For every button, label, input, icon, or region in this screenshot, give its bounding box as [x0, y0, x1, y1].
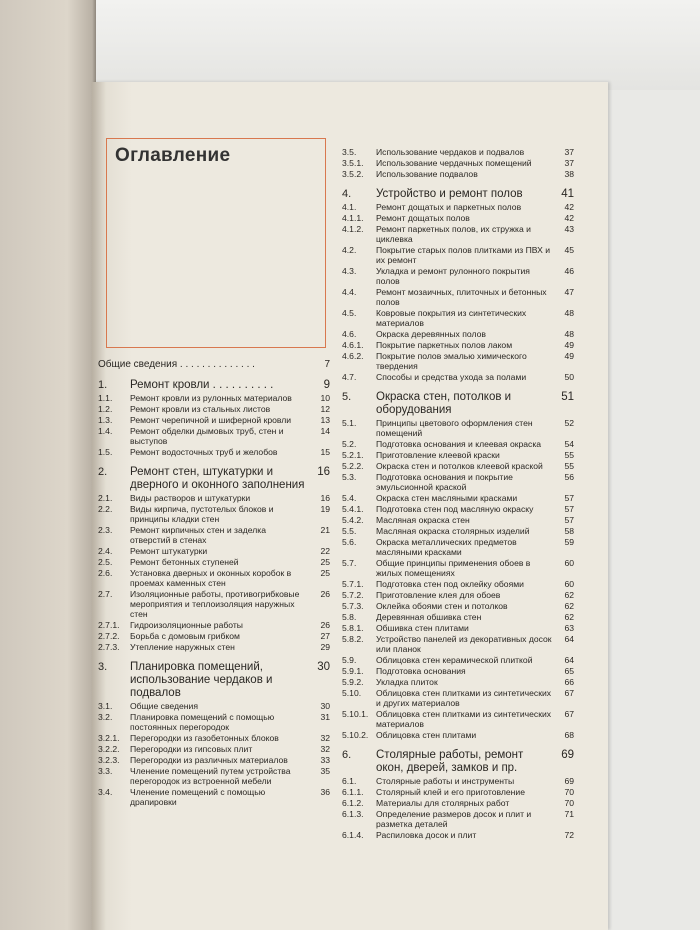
toc-entry-title: Определение размеров досок и плит и разметка деталей	[376, 809, 532, 829]
toc-entry	[342, 526, 574, 536]
toc-entry-number: 5.2.1.	[342, 450, 364, 460]
toc-entry	[98, 589, 330, 619]
toc-entry	[342, 655, 574, 665]
toc-entry-title: Подготовка основания	[376, 666, 466, 676]
toc-entry-number: 2.7.1.	[98, 620, 120, 630]
toc-entry-page: 69	[564, 776, 574, 786]
toc-entry	[98, 557, 330, 567]
page-title: Оглавление	[115, 145, 231, 166]
toc-entry	[98, 620, 330, 630]
toc-entry-number: 2.3.	[98, 525, 113, 535]
toc-entry	[98, 447, 330, 457]
toc-entry	[342, 809, 574, 829]
toc-entry-title: Приготовление клеевой краски	[376, 450, 500, 460]
toc-entry-number: 5.4.1.	[342, 504, 364, 514]
toc-entry-page: 25	[320, 568, 330, 578]
toc-entry-page: 37	[564, 147, 574, 157]
toc-entry	[98, 787, 330, 807]
toc-entry	[342, 158, 574, 168]
toc-entry	[98, 525, 330, 545]
toc-entry	[342, 666, 574, 676]
toc-entry-number: 5.7.	[342, 558, 357, 568]
toc-entry-page: 29	[320, 642, 330, 652]
toc-entry	[342, 450, 574, 460]
toc-entry-number: 2.6.	[98, 568, 113, 578]
toc-entry	[342, 776, 574, 786]
toc-entry-number: 4.1.	[342, 202, 357, 212]
toc-entry-number: 5.8.1.	[342, 623, 364, 633]
toc-entry-title: Изоляционные работы, противогрибковые мероприятия и теплоизоляция наружных стен	[130, 589, 300, 619]
toc-entry-title: Укладка и ремонт рулонного покрытия полов	[376, 266, 530, 286]
toc-entry-number: 5.4.	[342, 493, 357, 503]
toc-entry-number: 2.1.	[98, 493, 113, 503]
toc-entry-number: 5.8.	[342, 612, 357, 622]
toc-entry-page: 27	[320, 631, 330, 641]
toc-entry-number: 6.	[342, 749, 352, 761]
toc-entry-title: Планировка помещений, использование чердаков и подвалов	[130, 661, 273, 699]
toc-entry-title: Деревянная обшивка стен	[376, 612, 482, 622]
toc-entry-number: 5.4.2.	[342, 515, 364, 525]
toc-entry-page: 42	[564, 213, 574, 223]
toc-entry-number: 2.7.2.	[98, 631, 120, 641]
toc-entry	[342, 601, 574, 611]
toc-entry-number: 4.2.	[342, 245, 357, 255]
toc-entry	[98, 360, 330, 370]
toc-entry-page: 62	[564, 612, 574, 622]
toc-entry	[98, 568, 330, 588]
toc-entry	[98, 661, 330, 700]
toc-entry-page: 43	[564, 224, 574, 234]
toc-entry-page: 36	[320, 787, 330, 797]
toc-entry-number: 5.10.1.	[342, 709, 369, 719]
toc-entry	[342, 329, 574, 339]
toc-entry	[342, 372, 574, 382]
toc-entry-number: 5.2.	[342, 439, 357, 449]
toc-entry-page: 62	[564, 590, 574, 600]
toc-entry	[342, 245, 574, 265]
toc-entry-page: 21	[320, 525, 330, 535]
title-box	[106, 138, 326, 348]
toc-entry-page: 60	[564, 579, 574, 589]
toc-entry-title: Ремонт кровли из рулонных материалов	[130, 393, 292, 403]
toc-entry	[342, 579, 574, 589]
toc-entry-number: 4.6.	[342, 329, 357, 339]
toc-entry	[342, 351, 574, 371]
toc-entry-page: 45	[564, 245, 574, 255]
toc-entry	[342, 709, 574, 729]
toc-entry-page: 65	[564, 666, 574, 676]
toc-entry-page: 14	[320, 426, 330, 436]
toc-entry-title: Окраска стен и потолков клеевой краской	[376, 461, 543, 471]
toc-entry	[98, 404, 330, 414]
toc-entry-page: 57	[564, 515, 574, 525]
toc-entry-title: Ремонт штукатурки	[130, 546, 208, 556]
toc-entry-title: Обшивка стен плитами	[376, 623, 469, 633]
toc-entry-number: 5.1.	[342, 418, 357, 428]
toc-entry-number: 1.2.	[98, 404, 113, 414]
toc-entry-page: 67	[564, 688, 574, 698]
toc-entry-number: 4.5.	[342, 308, 357, 318]
toc-entry-page: 69	[561, 749, 574, 761]
toc-entry-number: 5.2.2.	[342, 461, 364, 471]
toc-entry-number: 5.8.2.	[342, 634, 364, 644]
toc-entry-page: 38	[564, 169, 574, 179]
toc-left-column	[98, 360, 330, 807]
toc-entry-number: 6.1.2.	[342, 798, 364, 808]
toc-entry-title: Распиловка досок и плит	[376, 830, 477, 840]
toc-entry-title: Столярные работы и инструменты	[376, 776, 515, 786]
toc-entry	[342, 391, 574, 417]
toc-entry	[342, 730, 574, 740]
toc-entry-number: 1.3.	[98, 415, 113, 425]
toc-entry-page: 51	[561, 391, 574, 403]
toc-entry	[342, 677, 574, 687]
toc-entry-number: 3.1.	[98, 701, 113, 711]
toc-entry-title: Принципы цветового оформления стен помещений	[376, 418, 533, 438]
toc-entry-page: 72	[564, 830, 574, 840]
toc-entry-title: Гидроизоляционные работы	[130, 620, 243, 630]
toc-entry-page: 32	[320, 733, 330, 743]
toc-entry	[342, 213, 574, 223]
toc-entry-number: 2.7.3.	[98, 642, 120, 652]
toc-entry-title: Подготовка основания и клеевая окраска	[376, 439, 542, 449]
toc-entry-number: 4.3.	[342, 266, 357, 276]
toc-entry-page: 41	[561, 188, 574, 200]
toc-entry	[342, 623, 574, 633]
toc-entry	[98, 701, 330, 711]
toc-entry-number: 2.5.	[98, 557, 113, 567]
toc-entry-number: 5.9.1.	[342, 666, 364, 676]
toc-entry-number: 3.5.1.	[342, 158, 364, 168]
toc-entry-page: 22	[320, 546, 330, 556]
toc-entry-page: 46	[564, 266, 574, 276]
toc-entry-title: Покрытие паркетных полов лаком	[376, 340, 513, 350]
toc-entry-title: Перегородки из газобетонных блоков	[130, 733, 279, 743]
toc-entry-page: 70	[564, 787, 574, 797]
toc-entry-page: 57	[564, 504, 574, 514]
toc-entry	[98, 755, 330, 765]
toc-entry	[342, 787, 574, 797]
toc-entry-number: 5.9.	[342, 655, 357, 665]
toc-entry-title: Членение помещений путем устройства перегородок из встроенной мебели	[130, 766, 291, 786]
toc-entry	[98, 504, 330, 524]
toc-entry-title: Борьба с домовым грибком	[130, 631, 240, 641]
toc-entry-page: 12	[320, 404, 330, 414]
toc-entry	[98, 744, 330, 754]
toc-entry-title: Окраска деревянных полов	[376, 329, 486, 339]
toc-entry-number: 1.1.	[98, 393, 113, 403]
toc-entry	[98, 493, 330, 503]
toc-entry-page: 55	[564, 461, 574, 471]
toc-entry-number: 4.1.2.	[342, 224, 364, 234]
toc-entry-page: 15	[320, 447, 330, 457]
toc-entry-title: Виды кирпича, пустотелых блоков и принципы кладки стен	[130, 504, 274, 524]
toc-entry-page: 48	[564, 329, 574, 339]
toc-entry-title: Ремонт дощатых и паркетных полов	[376, 202, 522, 212]
toc-entry-number: 1.	[98, 379, 108, 391]
toc-entry-number: 5.7.2.	[342, 590, 364, 600]
toc-entry-number: 4.1.1.	[342, 213, 364, 223]
toc-entry	[98, 466, 330, 492]
toc-entry	[98, 631, 330, 641]
toc-entry	[342, 202, 574, 212]
toc-entry-page: 63	[564, 623, 574, 633]
toc-entry-page: 66	[564, 677, 574, 687]
toc-entry-page: 57	[564, 493, 574, 503]
toc-entry-title: Подготовка основания и покрытие эмульсионной краской	[376, 472, 513, 492]
background-wall	[0, 0, 700, 90]
toc-entry-page: 37	[564, 158, 574, 168]
toc-entry	[342, 830, 574, 840]
toc-entry-page: 50	[564, 372, 574, 382]
toc-entry-title: Общие сведения	[130, 701, 198, 711]
toc-entry-title: Оклейка обоями стен и потолков	[376, 601, 508, 611]
toc-entry-title: Использование подвалов	[376, 169, 478, 179]
toc-entry-title: Ремонт стен, штукатурки и дверного и оконного заполнения	[130, 466, 305, 491]
toc-entry	[342, 537, 574, 557]
toc-entry	[342, 340, 574, 350]
toc-entry	[342, 266, 574, 286]
toc-entry-page: 56	[564, 472, 574, 482]
toc-entry	[342, 749, 574, 775]
toc-entry-number: 5.10.	[342, 688, 362, 698]
toc-entry-number: 3.3.	[98, 766, 113, 776]
toc-entry-page: 58	[564, 526, 574, 536]
toc-entry	[98, 415, 330, 425]
toc-entry-number: 2.	[98, 466, 108, 478]
toc-entry-number: 5.7.3.	[342, 601, 364, 611]
toc-entry-page: 25	[320, 557, 330, 567]
toc-entry	[342, 169, 574, 179]
toc-entry-page: 47	[564, 287, 574, 297]
toc-entry-title: Покрытие полов эмалью химического твердения	[376, 351, 527, 371]
toc-entry	[342, 308, 574, 328]
toc-entry	[342, 287, 574, 307]
toc-entry	[342, 688, 574, 708]
toc-entry-title: Ремонт кирпичных стен и заделка отверстий в стенах	[130, 525, 266, 545]
toc-entry-page: 26	[320, 589, 330, 599]
toc-entry	[98, 426, 330, 446]
toc-entry-title: Облицовка стен керамической плиткой	[376, 655, 533, 665]
toc-entry	[342, 515, 574, 525]
toc-entry	[98, 642, 330, 652]
toc-entry	[342, 147, 574, 157]
toc-entry-title: Масляная окраска столярных изделий	[376, 526, 530, 536]
toc-entry	[342, 472, 574, 492]
toc-entry-title: Перегородки из гипсовых плит	[130, 744, 253, 754]
toc-entry-number: 3.2.2.	[98, 744, 120, 754]
toc-entry-number: 4.6.2.	[342, 351, 364, 361]
toc-entry-title: Окраска металлических предметов масляными красками	[376, 537, 517, 557]
toc-entry-page: 33	[320, 755, 330, 765]
toc-entry	[342, 612, 574, 622]
toc-entry-title: Ковровые покрытия из синтетических материалов	[376, 308, 527, 328]
toc-entry-title: Ремонт бетонных ступеней	[130, 557, 239, 567]
toc-entry-title: Окраска стен, потолков и оборудования	[376, 391, 512, 416]
toc-entry-page: 19	[320, 504, 330, 514]
toc-entry-page: 10	[320, 393, 330, 403]
toc-entry	[98, 766, 330, 786]
toc-entry-page: 49	[564, 340, 574, 350]
toc-entry-title: Облицовка стен плитками из синтетических материалов	[376, 709, 552, 729]
toc-entry	[342, 188, 574, 201]
toc-entry-title: Способы и средства ухода за полами	[376, 372, 527, 382]
toc-entry-page: 52	[564, 418, 574, 428]
toc-entry-title: Ремонт кровли . . . . . . . . . .	[130, 379, 274, 391]
toc-entry-title: Планировка помещений с помощью постоянных перегородок	[130, 712, 275, 732]
toc-entry-number: 5.10.2.	[342, 730, 369, 740]
toc-entry-title: Членение помещений с помощью драпировки	[130, 787, 266, 807]
toc-entry-title: Масляная окраска стен	[376, 515, 470, 525]
toc-entry	[342, 558, 574, 578]
toc-entry-title: Укладка плиток	[376, 677, 438, 687]
toc-entry	[98, 733, 330, 743]
toc-entry-title: Материалы для столярных работ	[376, 798, 510, 808]
toc-entry-number: 3.4.	[98, 787, 113, 797]
toc-entry-page: 62	[564, 601, 574, 611]
toc-entry	[342, 439, 574, 449]
toc-entry-title: Использование чердаков и подвалов	[376, 147, 525, 157]
toc-entry-page: 55	[564, 450, 574, 460]
toc-entry-title: Общие сведения . . . . . . . . . . . . . .	[98, 359, 255, 370]
toc-entry-title: Перегородки из различных материалов	[130, 755, 288, 765]
toc-entry	[342, 493, 574, 503]
toc-entry-number: 2.4.	[98, 546, 113, 556]
toc-entry-page: 31	[320, 712, 330, 722]
toc-entry	[342, 224, 574, 244]
toc-entry-number: 6.1.1.	[342, 787, 364, 797]
toc-entry-number: 1.5.	[98, 447, 113, 457]
toc-entry	[342, 418, 574, 438]
toc-entry-number: 3.2.	[98, 712, 113, 722]
toc-entry-title: Ремонт мозаичных, плиточных и бетонных полов	[376, 287, 547, 307]
toc-entry-page: 26	[320, 620, 330, 630]
toc-entry-number: 5.9.2.	[342, 677, 364, 687]
toc-entry-number: 6.1.3.	[342, 809, 364, 819]
toc-entry-number: 5.7.1.	[342, 579, 364, 589]
toc-entry-number: 5.5.	[342, 526, 357, 536]
toc-entry	[98, 712, 330, 732]
toc-right-column	[342, 146, 574, 840]
toc-entry-number: 5.3.	[342, 472, 357, 482]
toc-entry	[342, 798, 574, 808]
toc-entry-page: 35	[320, 766, 330, 776]
toc-entry-title: Общие принципы применения обоев в жилых помещениях	[376, 558, 531, 578]
toc-entry-page: 7	[324, 359, 330, 370]
toc-entry-title: Ремонт черепичной и шиферной кровли	[130, 415, 292, 425]
toc-entry	[98, 393, 330, 403]
toc-entry	[98, 379, 330, 392]
toc-entry-page: 48	[564, 308, 574, 318]
toc-entry-page: 64	[564, 634, 574, 644]
toc-entry-title: Ремонт водосточных труб и желобов	[130, 447, 278, 457]
toc-entry	[98, 546, 330, 556]
toc-entry-number: 3.5.2.	[342, 169, 364, 179]
toc-entry-title: Окраска стен масляными красками	[376, 493, 518, 503]
toc-entry-number: 2.2.	[98, 504, 113, 514]
toc-entry-page: 42	[564, 202, 574, 212]
toc-entry-page: 49	[564, 351, 574, 361]
toc-entry-page: 9	[323, 379, 330, 391]
toc-entry-page: 16	[320, 493, 330, 503]
toc-entry-title: Ремонт кровли из стальных листов	[130, 404, 271, 414]
toc-entry-number: 6.1.	[342, 776, 357, 786]
toc-entry-page: 64	[564, 655, 574, 665]
toc-entry-title: Подготовка стен под масляную окраску	[376, 504, 534, 514]
toc-entry-number: 3.2.3.	[98, 755, 120, 765]
toc-entry	[342, 461, 574, 471]
toc-entry-title: Ремонт обделки дымовых труб, стен и выступов	[130, 426, 284, 446]
toc-entry-title: Облицовка стен плитками из синтетических и других материалов	[376, 688, 552, 708]
toc-entry-number: 3.	[98, 661, 108, 673]
toc-entry-page: 16	[317, 466, 330, 478]
toc-entry-title: Ремонт дощатых полов	[376, 213, 470, 223]
toc-entry-page: 54	[564, 439, 574, 449]
left-page-edge	[0, 0, 96, 930]
toc-entry-number: 1.4.	[98, 426, 113, 436]
toc-entry-title: Виды растворов и штукатурки	[130, 493, 251, 503]
toc-entry-number: 5.6.	[342, 537, 357, 547]
toc-entry-title: Устройство и ремонт полов	[376, 188, 523, 200]
toc-entry-title: Приготовление клея для обоев	[376, 590, 501, 600]
toc-entry-number: 4.6.1.	[342, 340, 364, 350]
toc-entry-page: 13	[320, 415, 330, 425]
toc-entry	[342, 590, 574, 600]
toc-entry-number: 3.5.	[342, 147, 357, 157]
toc-entry-title: Установка дверных и оконных коробок в проемах каменных стен	[130, 568, 292, 588]
toc-entry	[342, 504, 574, 514]
toc-entry-page: 70	[564, 798, 574, 808]
toc-entry-page: 60	[564, 558, 574, 568]
toc-entry-title: Покрытие старых полов плитками из ПВХ и их ремонт	[376, 245, 551, 265]
toc-entry-number: 4.7.	[342, 372, 357, 382]
toc-entry-title: Облицовка стен плитами	[376, 730, 477, 740]
toc-entry-page: 30	[320, 701, 330, 711]
toc-entry-page: 71	[564, 809, 574, 819]
toc-entry-number: 2.7.	[98, 589, 113, 599]
toc-entry-number: 6.1.4.	[342, 830, 364, 840]
toc-entry-title: Подготовка стен под оклейку обоями	[376, 579, 524, 589]
toc-entry-title: Ремонт паркетных полов, их стружка и циклевка	[376, 224, 531, 244]
toc-entry-page: 68	[564, 730, 574, 740]
toc-entry-page: 30	[317, 661, 330, 673]
toc-entry-page: 67	[564, 709, 574, 719]
toc-entry-number: 4.	[342, 188, 352, 200]
toc-entry-title: Использование чердачных помещений	[376, 158, 532, 168]
toc-entry	[342, 634, 574, 654]
toc-entry-number: 3.2.1.	[98, 733, 120, 743]
toc-entry-page: 32	[320, 744, 330, 754]
toc-entry-number: 5.	[342, 391, 352, 403]
toc-entry-number: 4.4.	[342, 287, 357, 297]
toc-entry-title: Столярные работы, ремонт окон, дверей, замков и пр.	[376, 749, 524, 774]
toc-entry-page: 59	[564, 537, 574, 547]
toc-entry-title: Утепление наружных стен	[130, 642, 235, 652]
toc-entry-title: Столярный клей и его приготовление	[376, 787, 525, 797]
toc-entry-title: Устройство панелей из декоративных досок или планок	[376, 634, 552, 654]
